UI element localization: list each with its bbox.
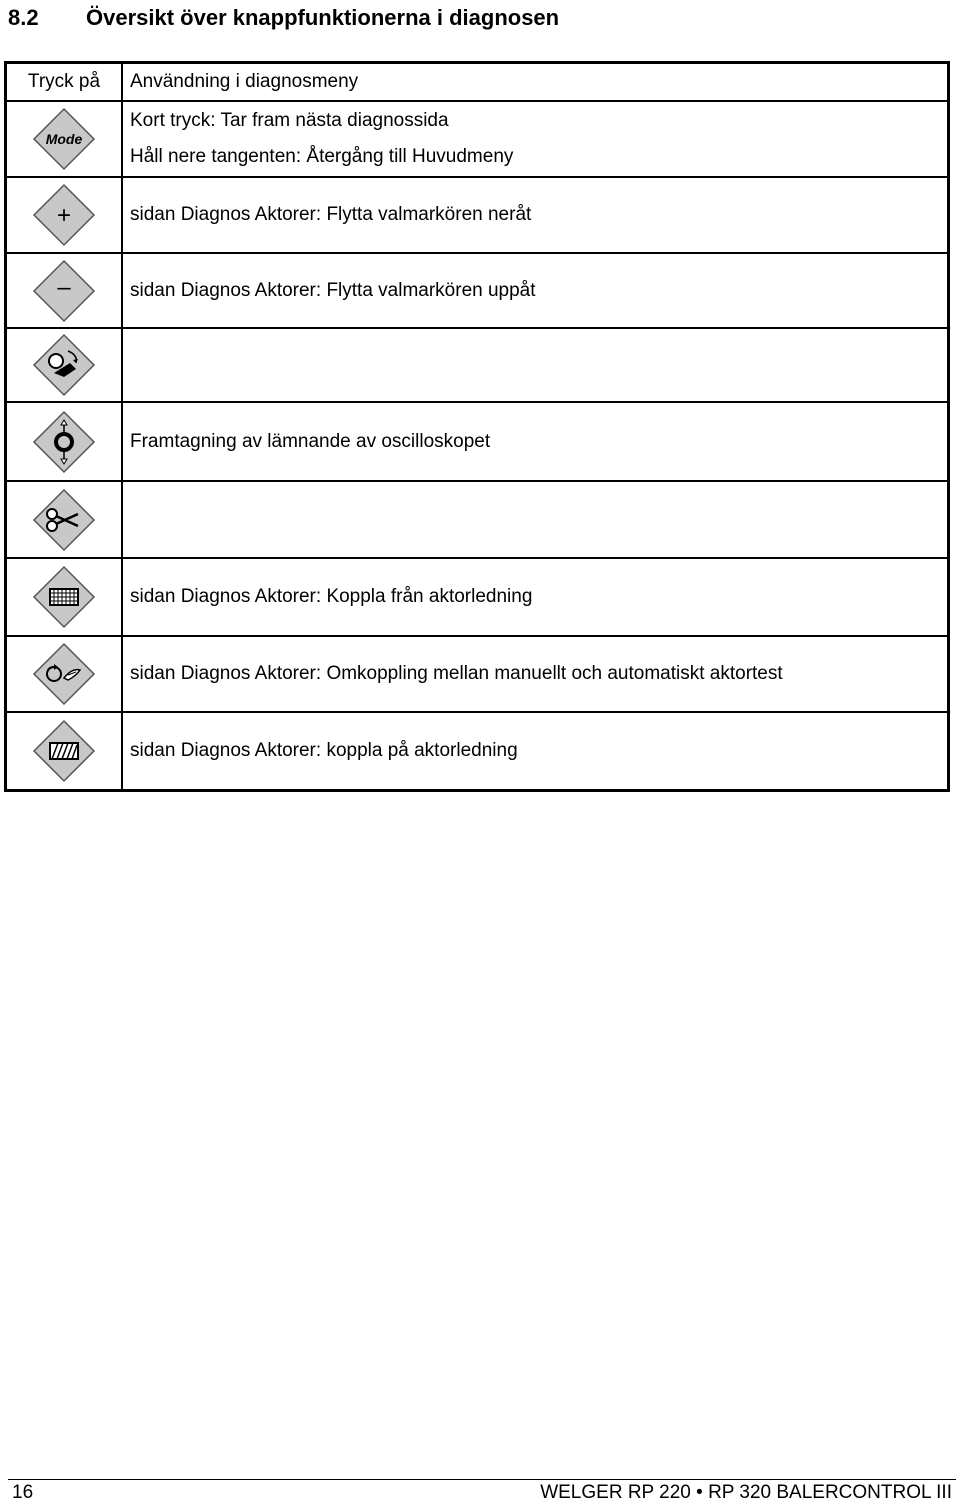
plus-key-icon (32, 183, 96, 247)
row-text: sidan Diagnos Aktorer: Koppla från aktorledning (122, 558, 949, 636)
table-row (6, 712, 949, 790)
table-row (6, 328, 949, 402)
row-text (122, 481, 949, 558)
row-text: Håll nere tangenten: Återgång till Huvudmeny (130, 146, 514, 167)
auto-manual-key-icon (32, 642, 96, 706)
scissors-key-icon (32, 488, 96, 552)
row-text: sidan Diagnos Aktorer: koppla på aktorledning (122, 712, 949, 790)
table-row (6, 253, 949, 328)
twine-wrap-key-icon (32, 719, 96, 783)
section-heading (8, 2, 559, 34)
row-text: Framtagning av lämnande av oscilloskopet (122, 402, 949, 481)
svg-text:+: + (56, 202, 72, 229)
table-row (6, 177, 949, 253)
section-number: 8.2 (8, 5, 39, 30)
row-text (122, 328, 949, 402)
minus-key-icon (32, 259, 96, 323)
footer-divider (8, 1479, 956, 1480)
table-row (6, 481, 949, 558)
knife-lever-key-icon (32, 333, 96, 397)
key-function-table (4, 61, 950, 792)
table-row (6, 402, 949, 481)
row-text: sidan Diagnos Aktorer: Flytta valmarkören neråt (122, 177, 949, 253)
row-text: Kort tryck: Tar fram nästa diagnossida (130, 110, 449, 131)
product-name: WELGER RP 220 • RP 320 BALERCONTROL III (540, 1482, 952, 1503)
row-text: sidan Diagnos Aktorer: Flytta valmarkören uppåt (122, 253, 949, 328)
row-text: sidan Diagnos Aktorer: Omkoppling mellan manuellt och automatiskt aktortest (122, 636, 949, 712)
page-number: 16 (12, 1482, 34, 1503)
col-header-key: Tryck på (6, 63, 123, 102)
mode-key-icon (32, 107, 96, 171)
table-row (6, 558, 949, 636)
table-header-row (6, 63, 949, 102)
svg-text:Mode: Mode (45, 131, 83, 147)
table-row (6, 101, 949, 177)
svg-text:–: – (57, 273, 71, 301)
page-footer (12, 1482, 952, 1504)
table-row (6, 636, 949, 712)
net-wrap-key-icon (32, 565, 96, 629)
oscilloscope-key-icon (32, 410, 96, 474)
section-title: Översikt över knappfunktionerna i diagnosen (86, 5, 560, 30)
col-header-use: Användning i diagnosmeny (122, 63, 949, 102)
